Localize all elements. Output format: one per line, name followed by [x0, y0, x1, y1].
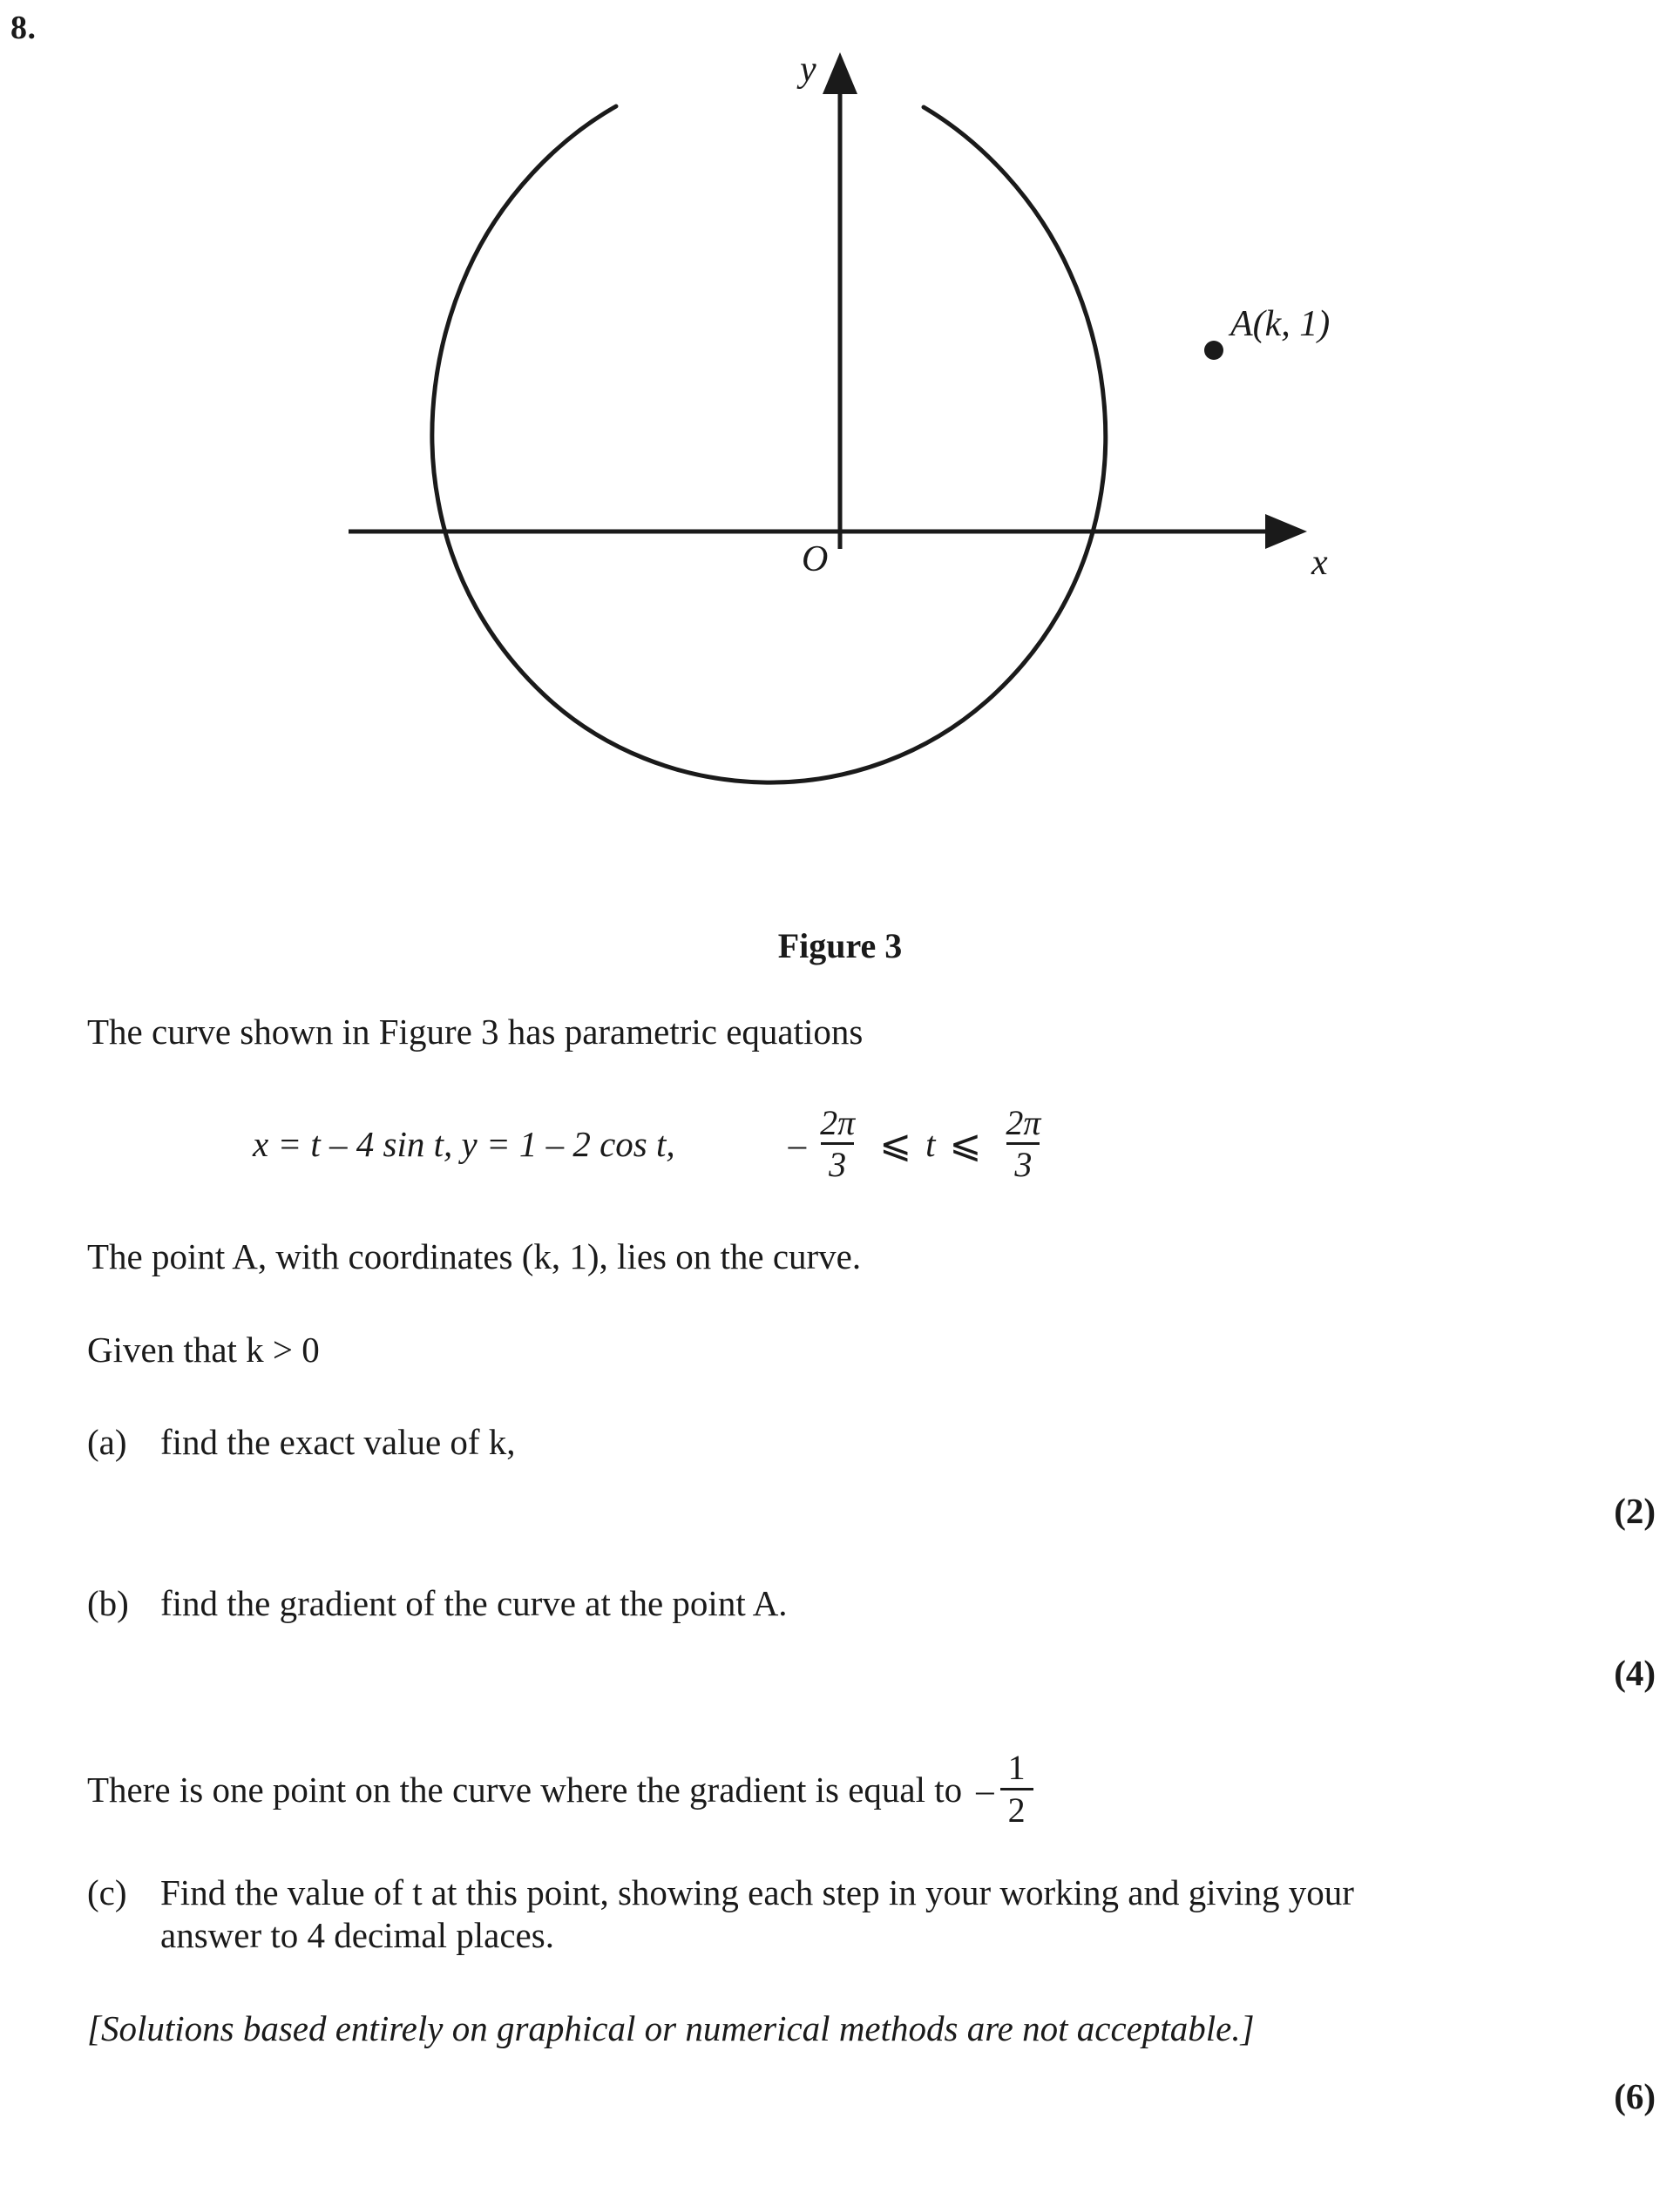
range-relation-2: ⩽ — [949, 1122, 982, 1166]
y-axis-label: y — [800, 50, 816, 90]
part-a-text: find the exact value of k, — [160, 1422, 516, 1463]
parameter-range — [788, 1102, 1052, 1185]
gradient-fraction — [1000, 1747, 1033, 1830]
solutions-note: [Solutions based entirely on graphical or numerical methods are not acceptable.] — [87, 2007, 1255, 2048]
part-a-marks-row — [87, 1490, 1656, 1532]
question-body — [87, 1011, 1656, 2117]
gradient-sentence-prefix: There is one point on the curve where the gradient is equal to — [87, 1769, 963, 1810]
range-variable: t — [925, 1124, 936, 1165]
graph-labels — [0, 26, 1680, 915]
part-c-marks: (6) — [1614, 2076, 1656, 2117]
range-lower-denominator: 3 — [821, 1142, 854, 1183]
part-b-marks: (4) — [1614, 1652, 1656, 1693]
part-a — [87, 1421, 1656, 1464]
part-a-marks: (2) — [1614, 1491, 1656, 1532]
gradient-numerator: 1 — [1007, 1747, 1026, 1787]
gradient-denominator: 2 — [1000, 1788, 1033, 1829]
parametric-equation: x = t – 4 sin t, y = 1 – 2 cos t, — [253, 1124, 675, 1165]
part-c-marks-row — [87, 2075, 1656, 2117]
point-a-sentence-text: The point A, with coordinates (k, 1), lies on the curve. — [87, 1236, 862, 1277]
given-sentence: Given that k > 0 — [87, 1329, 320, 1370]
x-axis-label: x — [1311, 543, 1328, 583]
figure-caption: Figure 3 — [777, 926, 903, 965]
gradient-minus: – — [976, 1769, 994, 1810]
question-number: 8. — [10, 10, 37, 46]
range-lower-fraction — [812, 1102, 863, 1185]
part-c-line-1: Find the value of t at this point, showing each step in your working and giving your — [160, 1871, 1354, 1912]
range-leading-minus: – — [788, 1124, 807, 1165]
part-c-text — [160, 1871, 1656, 1957]
intro-paragraph: The curve shown in Figure 3 has parametric equations — [87, 1012, 864, 1052]
point-a-dot — [1204, 341, 1223, 360]
figure-3-graph — [0, 26, 1680, 915]
range-upper-fraction — [998, 1102, 1048, 1185]
origin-label: O — [802, 539, 829, 579]
part-a-label: (a) — [87, 1422, 127, 1463]
gradient-sentence — [87, 1734, 1656, 1845]
part-b — [87, 1582, 1656, 1625]
range-lower-numerator: 2π — [820, 1102, 856, 1142]
parametric-equation-row — [87, 1079, 1656, 1209]
part-c-line-2: answer to 4 decimal places. — [160, 1914, 554, 1955]
part-b-text: find the gradient of the curve at the point A. — [160, 1583, 788, 1624]
point-a-sentence — [87, 1235, 1656, 1277]
part-c — [87, 1871, 1656, 1957]
range-upper-numerator: 2π — [1006, 1102, 1041, 1142]
range-upper-denominator: 3 — [1006, 1142, 1040, 1183]
point-a-label: A(k, 1) — [1230, 304, 1331, 344]
part-c-label: (c) — [87, 1871, 127, 1912]
part-b-marks-row — [87, 1652, 1656, 1694]
part-b-label: (b) — [87, 1583, 129, 1624]
range-relation-1: ⩽ — [879, 1122, 912, 1166]
